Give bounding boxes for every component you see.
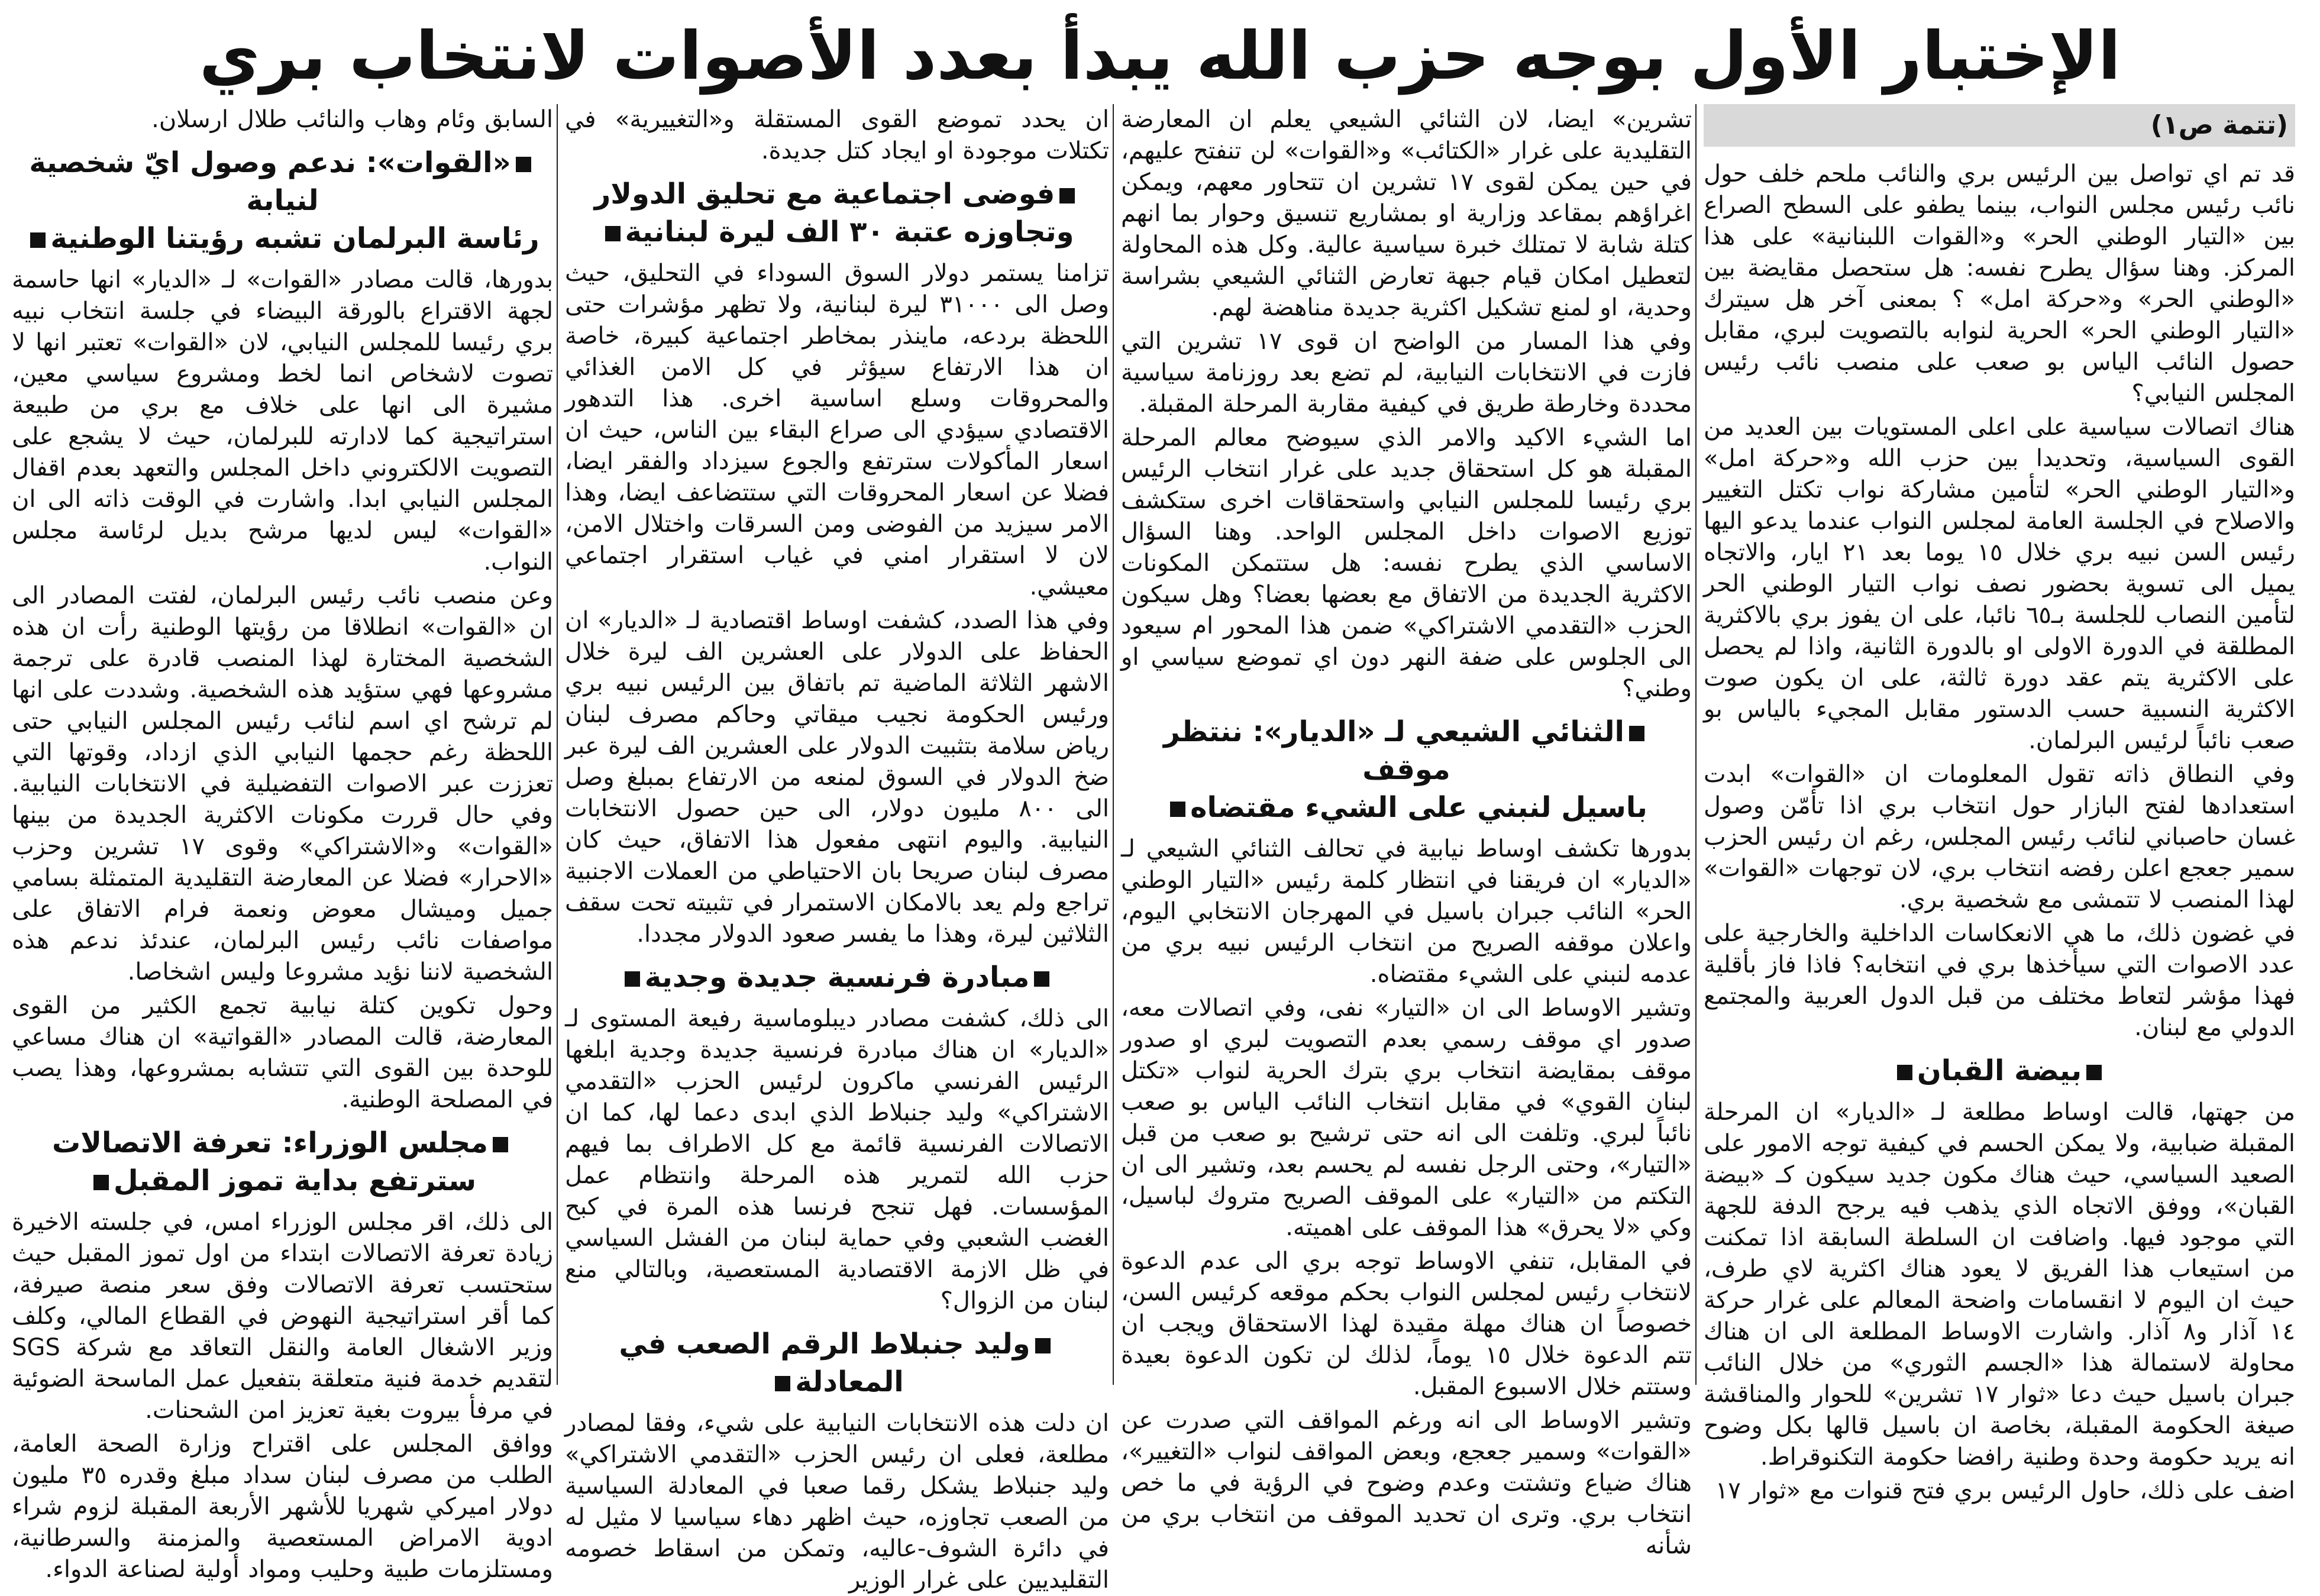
subheading-text: بيضة القبان <box>1917 1054 2082 1087</box>
subheading-line <box>12 1162 553 1200</box>
subheading-line <box>565 958 1109 996</box>
article-column-4 <box>12 104 558 1583</box>
paragraph: في غضون ذلك، ما هي الانعكاسات الداخلية والخارجية على عدد الاصوات التي سيأخذها بري في انتخابه؟ فاذا فاز بأقلية فهذا مؤشر لتعاط مختلف من قبل الدول العربية والمجتمع الدولي مع لبنان. <box>1704 920 2295 1041</box>
subheading-text: «القوات»: ندعم وصول ايّ شخصية لنيابة <box>29 146 511 217</box>
paragraph: اما الشيء الاكيد والامر الذي سيوضح معالم المرحلة المقبلة هو كل استحقاق جديد على غرار انتخاب الرئيس بري رئيسا للمجلس النيابي واستحقاقات اخرى ستكشف توزيع الاصوات داخل المجلس الواحد. وهنا السؤال الاساسي الذي يطرح نفسه: هل ستتمكن المكونات الاكثرية الجديدة من الاتفاق مع بعضها بعضا؟ وهل سيكون الحزب «التقدمي الاشتراكي» ضمن هذا المحور ام سيعود الى الجلوس على ضفة النهر دون اي تموضع سياسي او وطني؟ <box>1121 424 1692 702</box>
headline: الإختبار الأول بوجه حزب الله يبدأ بعدد الأصوات لانتخاب بري <box>199 18 2121 95</box>
paragraph: قد تم اي تواصل بين الرئيس بري والنائب ملحم خلف حول نائب رئيس مجلس النواب، بينما يطفو على السطح الصراع بين «التيار الوطني الحر» و«القوات اللبنانية» على هذا المركز. وهنا سؤال يطرح نفسه: هل ستحصل مقايضة بين «الوطني الحر» و«حركة امل» ؟ بمعنى آخر هل سيترك «التيار الوطني الحر» الحرية لنوابه بالتصويت لبري، مقابل حصول النائب الياس بو صعب على منصب نائب رئيس المجلس النيابي؟ <box>1704 160 2295 407</box>
subheading-text: وتجاوزه عتبة ٣٠ الف ليرة لبنانية <box>625 215 1074 248</box>
subheading-text: سترتفع بداية تموز المقبل <box>113 1164 477 1197</box>
paragraph: وعن منصب نائب رئيس البرلمان، لفتت المصادر الى ان «القوات» انطلاقا من رؤيتها الوطنية رأت ان هذه الشخصية المختارة لهذا المنصب قادرة على ترجمة مشروعها فهي ستؤيد هذه الشخصية. وشددت على انها لم ترشح اي اسم لنائب رئيس المجلس النيابي حتى اللحظة رغم حجمها النيابي الذي ازداد، وقوتها التي تعززت عبر الاصوات التفضيلية في الانتخابات النيابية. وفي حال قررت مكونات الاكثرية الجديدة من بينها «القوات» و«الاشتراكي» وقوى ١٧ تشرين وحزب «الاحرار» فضلا عن المعارضة التقليدية المتمثلة بسامي جميل وميشال معوض ونعمة فرام الاتفاق على مواصفات نائب رئيس البرلمان، عندئذ ندعم هذه الشخصية لاننا نؤيد مشروعا وليس اشخاصا. <box>12 582 553 986</box>
paragraph: هناك اتصالات سياسية على اعلى المستويات بين العديد من القوى السياسية، وتحديدا بين حزب الله و«حركة امل» و«التيار الوطني الحر» لتأمين مشاركة نواب تكتل التغيير والاصلاح في الجلسة العامة لمجلس النواب عندما يدعو اليها رئيس السن نبيه بري خلال ١٥ يوما بعد ٢١ ايار، والاتجاه يميل الى تسوية بحضور نصف نواب التيار الوطني الحر لتأمين النصاب للجلسة بـ٦٥ نائبا، على ان يفوز بري بالاكثرية المطلقة في الدورة الاولى او بالدورة الثانية، واذا لم يحصل على الاكثرية يتم عقد دورة ثالثة، على ان يكون صوت الاكثرية النسبية حسب الدستور مقابل المجيء بالياس بو صعب نائباً لرئيس البرلمان. <box>1704 413 2295 754</box>
subheading-text: مبادرة فرنسية جديدة وجدية <box>644 961 1030 994</box>
subheading-text: باسيل لنبني على الشيء مقتضاه <box>1190 791 1647 824</box>
paragraph: اضف على ذلك، حاول الرئيس بري فتح قنوات مع «ثوار ١٧ <box>1715 1477 2295 1504</box>
subheading-line <box>565 175 1109 213</box>
subheading <box>1704 1052 2295 1090</box>
paragraph: وحول تكوين كتلة نيابية تجمع الكثير من القوى المعارضة، قالت المصادر «القواتية» ان هناك مساعي للوحدة بين القوى التي تتشابه بمشروعها، وهذا يصب في المصلحة الوطنية. <box>12 992 553 1113</box>
paragraph: وتشير الاوساط الى انه ورغم المواقف التي صدرت عن «القوات» وسمير جعجع، وبعض المواقف لنواب «التغيير»، هناك ضياع وتشتت وعدم وضوح في الرؤية في ما خص انتخاب بري. وترى ان تحديد الموقف من انتخاب بري من شأنه <box>1121 1407 1692 1559</box>
paragraph: بدورها، قالت مصادر «القوات» لـ «الديار» انها حاسمة لجهة الاقتراع بالورقة البيضاء في جلسة انتخاب نبيه بري رئيسا للمجلس النيابي، لان «القوات» تعتبر انها لا تصوت لاشخاص انما لخط ومشروع سياسي معين، مشيرة الى انها على خلاف مع بري من طبيعة استراتيجية كما لادارته للبرلمان، حيث لا يشجع على التصويت الالكتروني داخل المجلس والتعهد بعدم اقفال المجلس النيابي ابدا. واشارت في الوقت ذاته الى ان «القوات» ليس لديها مرشح بديل لرئاسة مجلس النواب. <box>12 266 553 576</box>
subheading-line <box>1121 789 1692 826</box>
paragraph: ان دلت هذه الانتخابات النيابية على شيء، وفقا لمصادر مطلعة، فعلى ان رئيس الحزب «التقدمي الاشتراكي» وليد جنبلاط يشكل رقما صعبا في المعادلة السياسية من الصعب تجاوزه، حيث اظهر دهاء سياسيا لا مثيل له في دائرة الشوف-عاليه، وتمكن من اسقاط خصومه التقليديين على غرار الوزير <box>565 1410 1109 1594</box>
subheading <box>565 958 1109 996</box>
subheading-line <box>12 219 553 257</box>
paragraph: تشرين» ايضا، لان الثنائي الشيعي يعلم ان المعارضة التقليدية على غرار «الكتائب» و«القوات» لن تنفتح عليهم، في حين يمكن لقوى ١٧ تشرين ان تتحاور معهم، ويمكن اغراؤهم بمقاعد وزارية او بمشاريع تنسيق وحوار بما انهم كتلة شابة لا تمتلك خبرة سياسية عالية. وكل هذه المحاولة لتعطيل امكان قيام جبهة تعارض الثنائي الشيعي بشراسة وحدية، او لمنع تشكيل اكثرية جديدة مناهضة لهم. <box>1121 106 1692 321</box>
subheading <box>12 144 553 257</box>
square-bullet-icon <box>1034 971 1049 987</box>
square-bullet-icon <box>1170 802 1185 817</box>
paragraph: الى ذلك، اقر مجلس الوزراء امس، في جلسته الاخيرة زيادة تعرفة الاتصالات ابتداء من اول تموز المقبل حيث ستحتسب تعرفة الاتصالات وفق سعر منصة صيرفة، كما أقر استراتيجية النهوض في القطاع المالي، وكلف وزير الاشغال العامة والنقل التعاقد مع شركة SGS لتقديم خدمة فنية متعلقة بتفعيل عمل الماسحة الضوئية في مرفأ بيروت بغية تعزيز امن الشحنات. <box>12 1209 553 1424</box>
paragraph: تزامنا يستمر دولار السوق السوداء في التحليق، حيث وصل الى ٣١٠٠٠ ليرة لبنانية، ولا تظهر مؤشرات حتى اللحظة بردعه، ماينذر بمخاطر اجتماعية كبيرة، خاصة ان هذا الارتفاع سيؤثر في كل الامن الغذائي والمحروقات وسلع اساسية اخرى. هذا التدهور الاقتصادي سيؤدي الى صراع البقاء بين الناس، حيث ان اسعار المأكولات سترتفع والجوع سيزداد والفقر ايضا، فضلا عن اسعار المحروقات التي ستتضاعف ايضا، وهذا الامر سيزيد من الفوضى ومن السرقات واختلال الامن، لان لا استقرار امني في غياب استقرار اجتماعي معيشي. <box>565 260 1109 600</box>
subheading-line <box>565 1325 1109 1401</box>
paragraph: ان يحدد تموضع القوى المستقلة و«التغييرية» في تكتلات موجودة او ايجاد كتل جديدة. <box>565 106 1109 164</box>
article-column-1 <box>1704 104 2295 1504</box>
paragraph: وتشير الاوساط الى ان «التيار» نفى، وفي اتصالات معه، صدور اي موقف رسمي بعدم التصويت لبري او صدور موقف بمقايضة انتخاب بري بترك الحرية لنواب «تكتل لبنان القوي» في مقابل انتخاب النائب الياس بو صعب نائباً لبري. وتلفت الى انه حتى ترشيح بو صعب من قبل «التيار»، وحتى الرجل نفسه لم يحسم بعد، وتشير الى ان التكتم من «التيار» على الموقف الصريح متروك لباسيل، وكي «لا يحرق» هذا الموقف على اهميته. <box>1121 994 1692 1241</box>
square-bullet-icon <box>93 1175 109 1190</box>
subheading-line <box>1121 713 1692 789</box>
square-bullet-icon <box>516 157 531 172</box>
paragraph: وفي النطاق ذاته تقول المعلومات ان «القوات» ابدت استعدادها لفتح البازار حول انتخاب بري اذا تأمّن وصول غسان حاصباني لنائب رئيس المجلس، رغم ان رئيس الحزب سمير جعجع اعلن رفضه انتخاب بري، لان توجهات «القوات» لهذا المنصب لا تتمشى مع شخصية بري. <box>1704 761 2295 913</box>
subheading <box>565 175 1109 251</box>
square-bullet-icon <box>1629 726 1644 741</box>
paragraph: من جهتها، قالت اوساط مطلعة لـ «الديار» ان المرحلة المقبلة ضبابية، ولا يمكن الحسم في كيفية توجه الامور على الصعيد السياسي، حيث هناك مكون جديد سيكون كـ «بيضة القبان»، ووفق الاتجاه الذي يذهب فيه يرجح الدفة للجهة التي موجود فيها. واضافت ان السلطة السابقة اذا تمكنت من استيعاب هذا الفريق لا يعود هناك اكثرية لاي طرف، حيث ان اليوم لا انقسامات واضحة المعالم على غرار حركة ١٤ آذار و٨ آذار. واشارت الاوساط المطلعة الى ان هناك محاولة لاستمالة هذا «الجسم الثوري» من خلال النائب جبران باسيل حيث دعا «ثوار ١٧ تشرين» للحوار والمناقشة صيغة الحكومة المقبلة، بخاصة ان باسيل قالها بكل وضوح انه يريد حكومة وحدة وطنية رافضا حكومة التكنوقراط. <box>1704 1099 2295 1471</box>
subheading <box>1121 713 1692 826</box>
subheading-text: مجلس الوزراء: تعرفة الاتصالات <box>52 1126 488 1159</box>
article-column-2 <box>1121 104 1697 1559</box>
subheading <box>565 1325 1109 1401</box>
square-bullet-icon <box>30 232 46 248</box>
paragraph: وفي هذا المسار من الواضح ان قوى ١٧ تشرين التي فازت في الانتخابات النيابية، لم تضع بعد روزنامة سياسية محددة وخارطة طريق في كيفية مقاربة المرحلة المقبلة. <box>1121 328 1692 418</box>
subheading-line <box>565 213 1109 251</box>
subheading <box>12 1124 553 1200</box>
square-bullet-icon <box>1059 188 1075 203</box>
paragraph: بدورها تكشف اوساط نيابية في تحالف الثنائي الشيعي لـ «الديار» ان فريقنا في انتظار كلمة رئيس «التيار الوطني الحر» النائب جبران باسيل في المهرجان الانتخابي اليوم، واعلان موقفه الصريح من انتخاب الرئيس نبيه بري من عدمه لنبني على الشيء مقتضاه. <box>1121 835 1692 988</box>
paragraph: ووافق المجلس على اقتراح وزارة الصحة العامة، الطلب من مصرف لبنان سداد مبلغ وقدره ٣٥ مليون دولار اميركي شهريا للأشهر الأربعة المقبلة لزوم شراء ادوية الامراض المستعصية والمزمنة والسرطانية، ومستلزمات طبية وحليب ومواد أولية لصناعة الدواء. <box>12 1430 553 1583</box>
subheading-text: فوضى اجتماعية مع تحليق الدولار <box>594 177 1055 211</box>
square-bullet-icon <box>1897 1065 1912 1080</box>
square-bullet-icon <box>625 971 640 987</box>
subheading-text: الثنائي الشيعي لـ «الديار»: ننتظر موقف <box>1163 715 1625 786</box>
square-bullet-icon <box>493 1137 508 1152</box>
article-column-3 <box>565 104 1114 1594</box>
paragraph: وفي هذا الصدد، كشفت اوساط اقتصادية لـ «الديار» ان الحفاظ على الدولار على العشرين الف ليرة خلال الاشهر الثلاثة الماضية تم باتفاق بين الرئيس نبيه بري ورئيس الحكومة نجيب ميقاتي وحاكم مصرف لبنان رياض سلامة بتثبيت الدولار على العشرين الف ليرة عبر ضخ الدولار في السوق لمنعه من الارتفاع بمبلغ وصل الى ٨٠٠ مليون دولار، الى حين حصول الانتخابات النيابية. واليوم انتهى مفعول هذا الاتفاق، حيث كان مصرف لبنان صريحا بان الاحتياطي من العملات الاجنبية تراجع ولم يعد بالامكان الاستمرار في تثبيته تحت سقف الثلاثين ليرة، وهذا ما يفسر صعود الدولار مجددا. <box>565 607 1109 948</box>
continued-from-label: (تتمة ص١) <box>1704 104 2295 147</box>
paragraph: في المقابل، تنفي الاوساط توجه بري الى عدم الدعوة لانتخاب رئيس لمجلس النواب بحكم موقعه كرئيس السن، خصوصاً ان هناك مهلة مقيدة لهذا الاستحقاق ويجب ان تتم الدعوة خلال ١٥ يوماً، لذلك لن تكون الدعوة بعيدة وستتم خلال الاسبوع المقبل. <box>1121 1248 1692 1400</box>
paragraph: السابق وئام وهاب والنائب طلال ارسلان. <box>151 106 553 133</box>
subheading-line <box>12 144 553 219</box>
subheading-text: رئاسة البرلمان تشبه رؤيتنا الوطنية <box>50 222 539 255</box>
square-bullet-icon <box>2086 1065 2102 1080</box>
paragraph: الى ذلك، كشفت مصادر ديبلوماسية رفيعة المستوى لـ «الديار» ان هناك مبادرة فرنسية جديدة وجدية ابلغها الرئيس الفرنسي ماكرون لرئيس الحزب «التقدمي الاشتراكي» وليد جنبلاط الذي ابدى دعما لها، كما ان الاتصالات الفرنسية قائمة مع كل الاطراف بما فيهم حزب الله لتمرير هذه المرحلة وانتظام عمل المؤسسات. فهل تنجح فرنسا هذه المرة في كبح الغضب الشعبي وفي حماية لبنان من الفشل السياسي في ظل الازمة الاقتصادية المستعصية، وبالتالي منع لبنان من الزوال؟ <box>565 1005 1109 1314</box>
square-bullet-icon <box>775 1376 790 1391</box>
subheading-line <box>12 1124 553 1162</box>
subheading-text: وليد جنبلاط الرقم الصعب في المعادلة <box>619 1327 1030 1398</box>
subheading-line <box>1704 1052 2295 1090</box>
square-bullet-icon <box>1035 1338 1051 1353</box>
square-bullet-icon <box>605 226 621 241</box>
